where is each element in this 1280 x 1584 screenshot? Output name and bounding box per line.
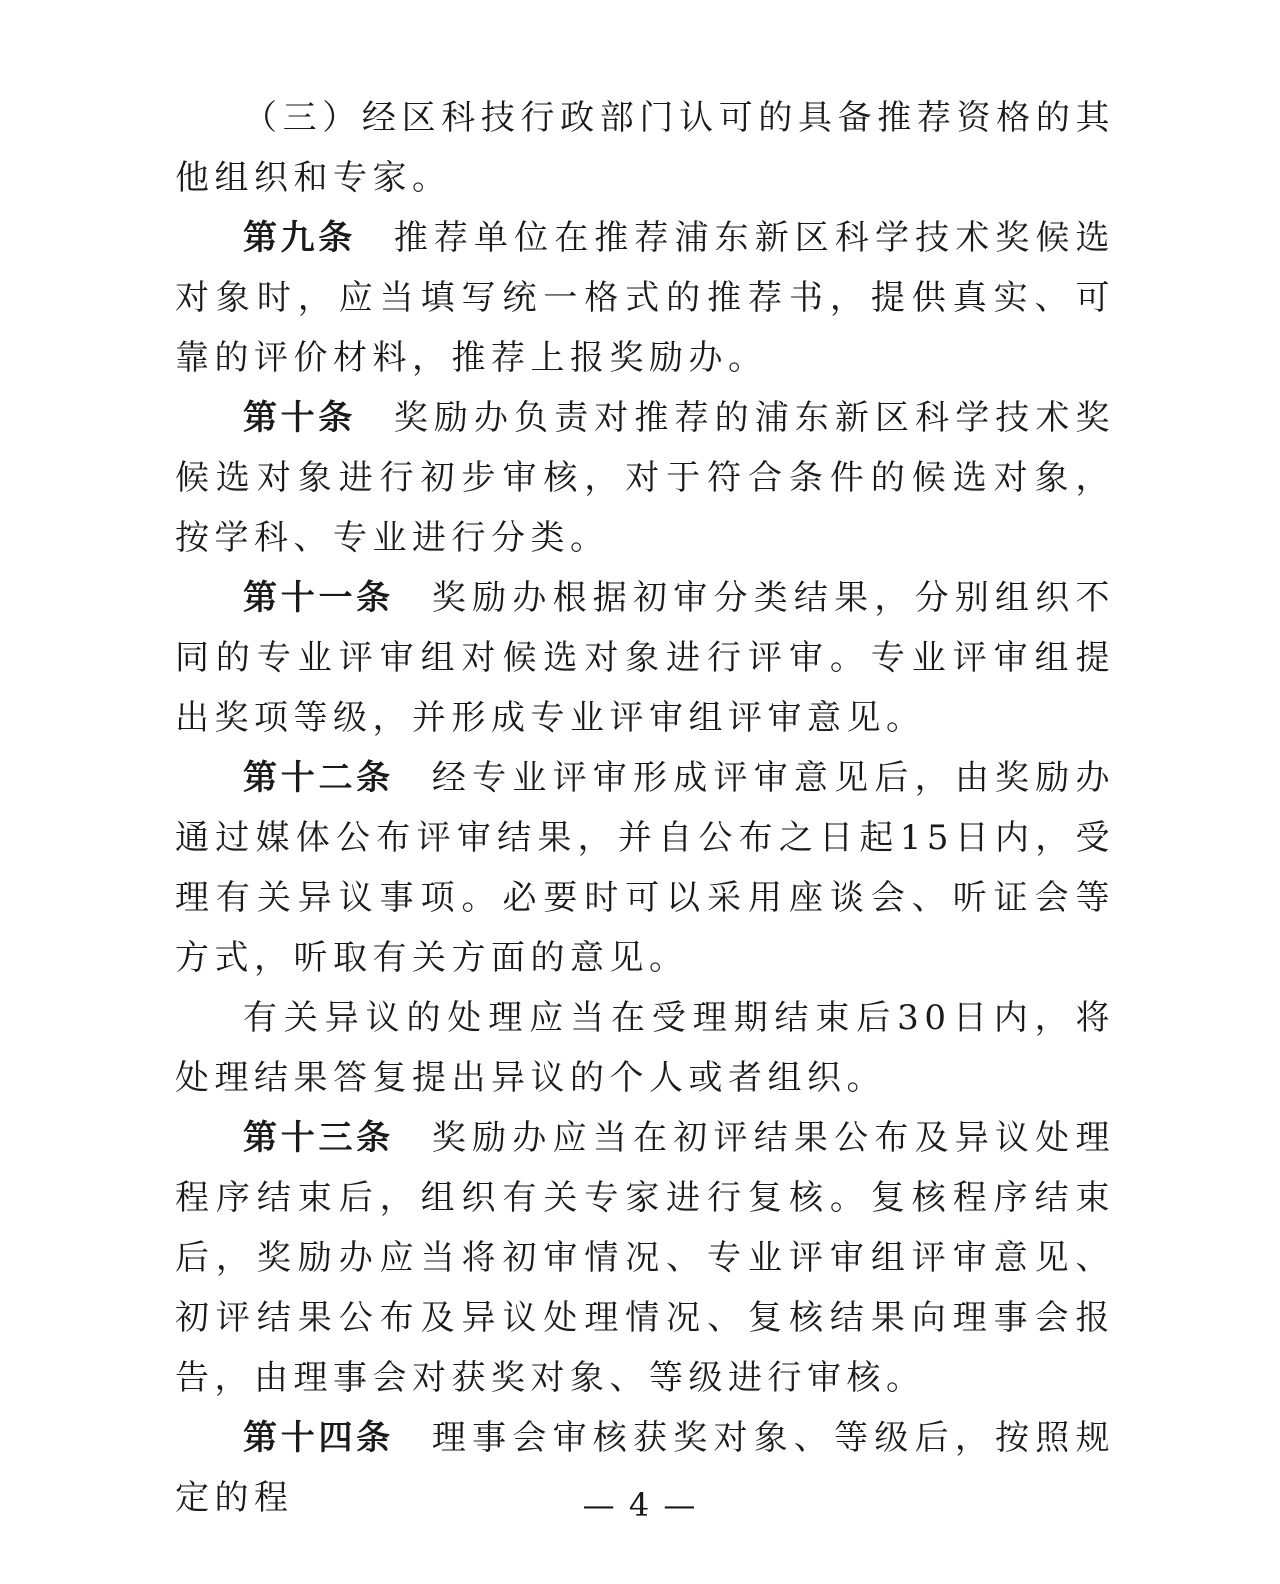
paragraph-text: （三）经区科技行政部门认可的具备推荐资格的其他组织和专家。 bbox=[175, 98, 1115, 198]
article-12 bbox=[175, 748, 1115, 988]
paragraph-text: 理事会审核获奖对象、等级后，按照规定的程 bbox=[175, 1418, 1116, 1518]
article-number: 第九条 bbox=[243, 218, 356, 258]
paragraph-text: 推荐单位在推荐浦东新区科学技术奖候选对象时，应当填写统一格式的推荐书，提供真实、可靠的评价材料，推荐上报奖励办。 bbox=[175, 218, 1116, 378]
paragraph-text: 奖励办负责对推荐的浦东新区科学技术奖候选对象进行初步审核，对于符合条件的候选对象，按学科、专业进行分类。 bbox=[175, 398, 1116, 558]
article-9 bbox=[175, 208, 1115, 388]
article-12-objection-paragraph bbox=[175, 988, 1115, 1108]
paragraph-text: 奖励办根据初审分类结果，分别组织不同的专业评审组对候选对象进行评审。专业评审组提出奖项等级，并形成专业评审组评审意见。 bbox=[175, 578, 1116, 738]
document-body bbox=[175, 88, 1115, 1528]
paragraph-item-3 bbox=[175, 88, 1115, 208]
paragraph-text: 有关异议的处理应当在受理期结束后30日内，将处理结果答复提出异议的个人或者组织。 bbox=[175, 998, 1115, 1098]
article-number: 第十三条 bbox=[243, 1118, 394, 1158]
article-13 bbox=[175, 1108, 1115, 1408]
article-11 bbox=[175, 568, 1115, 748]
article-number: 第十条 bbox=[243, 398, 356, 438]
article-number: 第十一条 bbox=[243, 578, 394, 618]
paragraph-text: 经专业评审形成评审意见后，由奖励办通过媒体公布评审结果，并自公布之日起15日内，受理有关异议事项。必要时可以采用座谈会、听证会等方式，听取有关方面的意见。 bbox=[175, 758, 1116, 978]
article-number: 第十二条 bbox=[243, 758, 394, 798]
article-number: 第十四条 bbox=[243, 1418, 394, 1458]
page-number: — 4 — bbox=[582, 1486, 698, 1524]
paragraph-text: 奖励办应当在初评结果公布及异议处理程序结束后，组织有关专家进行复核。复核程序结束后，奖励办应当将初审情况、专业评审组评审意见、初评结果公布及异议处理情况、复核结果向理事会报告，由理事会对获奖对象、等级进行审核。 bbox=[175, 1118, 1116, 1398]
article-10 bbox=[175, 388, 1115, 568]
